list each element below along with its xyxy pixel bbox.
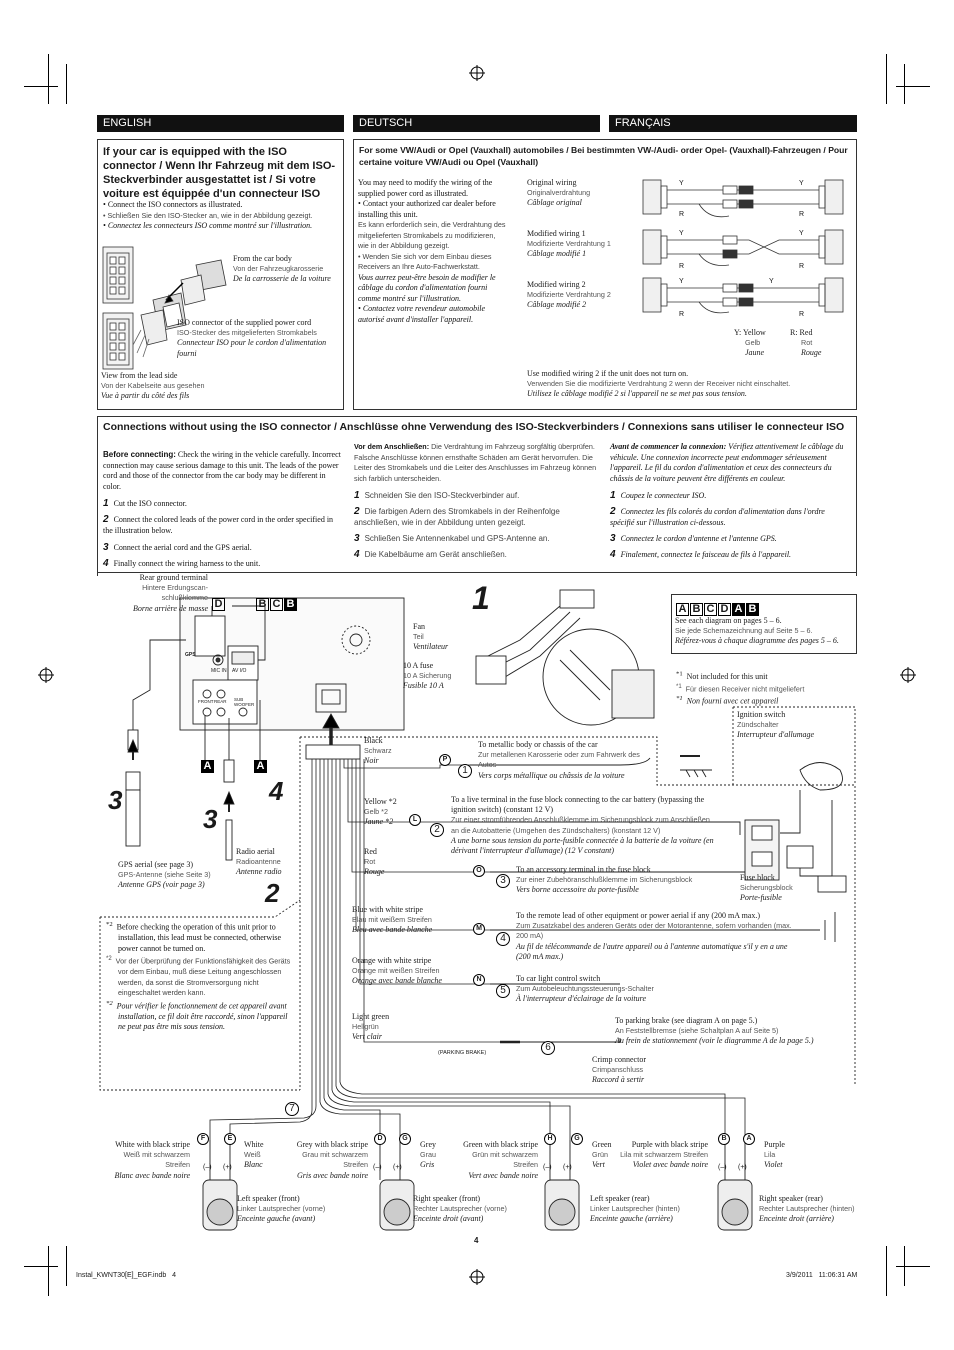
letter-a-left: A: [201, 756, 215, 774]
wire-number-6: 6: [541, 1041, 555, 1055]
lang-francais: FRANÇAIS: [609, 115, 857, 132]
note-1: $^{*1}$ Not included for this unit $^{*1}$ Für diesen Receiver nicht mitgeliefert $^{*1}$ Non fourni avec cet appareil: [676, 670, 805, 707]
page-number: 4: [474, 1236, 479, 1245]
diagram-letters: A B C D A B: [676, 599, 760, 617]
blue-white-destination-label: To the remote lead of other equipment or power aerial if any (200 mA max.) Zum Zusatzkabel des anderen Geräts oder der Motorantenne, sofern vorhanden (max. 200 mA) Au fil de télécommande de l'autre appareil ou à l'antenne automatique s'il y en a une (200 mA max.): [516, 911, 792, 961]
rf-minus: (–): [373, 1164, 382, 1171]
step-en-4: 4 Finally connect the wiring harness to the unit.: [103, 558, 261, 569]
wire-number-7: 7: [285, 1102, 299, 1116]
spk-letter-f: F: [197, 1133, 209, 1145]
diagram-reference-box: [671, 594, 857, 654]
spk-rf-solid-label: Grey Grau Gris: [420, 1140, 436, 1170]
step-fr-4: 4 Finalement, connectez le faisceau de fils à l'appareil.: [610, 549, 792, 560]
ignition-switch-label: Ignition switch Zündschalter Interrupteur d'allumage: [737, 710, 815, 740]
wire-number-2: 2: [430, 823, 444, 837]
av-port-label: AV I/O: [232, 668, 247, 674]
lr-minus: (–): [543, 1164, 552, 1171]
r-tag-right-2: R: [799, 263, 805, 270]
y-tag-left-1: Y: [679, 180, 684, 187]
wire-letter-l: L: [409, 814, 421, 826]
vw-en2: • Contact your authorized car dealer before installing this unit.: [358, 199, 496, 219]
before-connecting-de: Vor dem Anschließen: Die Verdrahtung im Fahrzeug sorgfältig überprüfen. Falsche Anschlüsse können ernsthafte Schäden am Gerät hervorrufen. Die Leiter des Stromkabels und die Leiter des Anschlusses im Fahrzeug können sich farblich unterscheiden.: [354, 442, 597, 483]
rear-port-label: REAR: [214, 699, 227, 704]
fuse-block-label: Fuse block Sicherungsblock Porte-fusible: [740, 873, 793, 903]
parking-brake-tag: (PARKING BRAKE): [438, 1050, 487, 1056]
spk-lf-solid-label: White Weiß Blanc: [244, 1140, 264, 1170]
y-tag-left-3: Y: [679, 278, 684, 285]
spk-letter-b: B: [718, 1133, 730, 1145]
letters-bcb: B C B: [256, 594, 298, 612]
letter-d-top: D: [212, 594, 226, 612]
before-connecting-fr: Avant de commencer la connexion: Vérifiez attentivement le câblage du véhicule. Une connexion incorrecte peut endommager sérieusement l'appareil. Le fil du cordon d'alimentation et ceux des connecteurs du châssis de la voiture peuvent être différents en couleur.: [610, 442, 844, 483]
original-wiring-label: Original wiring Originalverdrahtung Câblage original: [527, 178, 591, 208]
spk-letter-e: E: [224, 1133, 236, 1145]
big-number-2: 2: [265, 878, 280, 908]
y-tag-right-2: Y: [799, 230, 804, 237]
wire-light-green-label: Light green Hellgrün Vert clair: [352, 1012, 390, 1042]
left-rear-speaker-label: Left speaker (rear) Linker Lautsprecher (hinten) Enceinte gauche (arrière): [590, 1194, 680, 1224]
wire-number-1: 1: [458, 764, 472, 778]
wire-letter-o: O: [473, 865, 485, 877]
left-front-speaker-label: Left speaker (front) Linker Lautsprecher (vorne) Enceinte gauche (avant): [237, 1194, 326, 1224]
r-tag-right-1: R: [799, 211, 805, 218]
y-tag-left-2: Y: [679, 230, 684, 237]
lr-plus: (+): [563, 1164, 572, 1171]
spk-lf-stripe-label: White with black stripe Weiß mit schwarzem Streifen Blanc avec bande noire: [114, 1140, 190, 1180]
step-fr-3: 3 Connectez le cordon d'antenne et l'antenne GPS.: [610, 533, 777, 544]
step-fr-2: 2 Connectez les fils colorés du cordon d'alimentation dans l'ordre spécifié sur l'illustration ci-dessous.: [610, 506, 825, 527]
big-number-4: 4: [269, 776, 284, 806]
spk-lr-solid-label: Green Grün Vert: [592, 1140, 612, 1170]
spk-letter-d: D: [374, 1133, 386, 1145]
footer-date: 3/9/2011 11:06:31 AM: [786, 1272, 858, 1279]
rr-minus: (–): [718, 1164, 727, 1171]
orange-white-destination-label: To car light control switch Zum Autobeleuchtungssteuerungs-Schalter À l'interrupteur d'éclairage de la voiture: [516, 974, 654, 1004]
wire-red-label: Red Rot Rouge: [364, 847, 385, 877]
right-front-speaker-label: Right speaker (front) Rechter Lautsprecher (vorne) Enceinte droit (avant): [413, 1194, 507, 1224]
vw-de1: Es kann erforderlich sein, die Verdrahtung des mitgelieferten Stromkabels zu modifizieren, wie in der Abbildung gezeigt.: [358, 220, 506, 250]
rf-plus: (+): [393, 1164, 402, 1171]
yellow-legend: Y: Yellow Gelb Jaune: [734, 328, 766, 358]
connections-title: Connections without using the ISO connector / Anschlüsse ohne Verwendung des ISO-Steckverbinders / Connexions sans utiliser le connecteur ISO: [103, 421, 845, 433]
vw-fr1: Vous aurrez peut-être besoin de modifier le câblage du cordon d'alimentation fourni comme montré sur l'illustration.: [358, 272, 496, 303]
wire-blue-white-label: Blue with white stripe Blau mit weißem Streifen Bleu avec bande blanche: [352, 905, 433, 935]
crimp-connector-label: Crimp connector Crimpanschluss Raccord à sertir: [592, 1055, 646, 1085]
black-destination-label: To metallic body or chassis of the car Zur metallenen Karosserie oder zum Fahrwerk des Autos Vers corps métallique ou châssis de la voiture: [478, 740, 640, 780]
wire-number-5: 5: [496, 984, 510, 998]
gps-port-label: GPS: [185, 652, 196, 658]
step-de-3: 3 Schließen Sie Antennenkabel und GPS-Antenne an.: [354, 533, 550, 544]
footer-file: Instal_KWNT30[E]_EGF.indb 4: [76, 1272, 176, 1279]
yellow-destination-label: To a live terminal in the fuse block connecting to the car battery (bypassing the ignition switch) (constant 12 V) Zur einer stromführenden Anschlußklemme im Sicherungsblock zum Anschließen an die Autobatterie (Umgehen des Zündschalters) (konstant 12 V) A une borne sous tension du porte-fusible connectée à la batterie de la voiture (en dérivant l'interrupteur d'allumage) (12 V constant): [451, 795, 714, 856]
vw-title: For some VW/Audi or Opel (Vauxhall) automobiles / Bei bestimmten VW-/Audi- order Opel- (Vauxhall)-Fahrzeugen / Pour certaine voiture VW/Audi ou Opel (Vauxhall): [359, 145, 848, 167]
light-green-destination-label: To parking brake (see diagram A on page 5.) An Feststellbremse (siehe Schaltplan A auf Seite 5) Au frein de stationnement (voir le diagramme A de la page 5.): [615, 1016, 814, 1046]
wire-yellow-label: Yellow *2 Gelb *2 Jaune *2: [364, 797, 397, 827]
lang-english: ENGLISH: [97, 115, 344, 132]
see-diagram-label: See each diagram on pages 5 – 6. Sie jede Schemazeichnung auf Seite 5 – 6. Référez-vous à chaque diagramme des pages 5 – 6.: [675, 616, 839, 646]
subwoofer-port-label: SUB WOOFER: [234, 697, 255, 707]
wire-letter-m: M: [473, 923, 485, 935]
lead-side-label: View from the lead side Von der Kabelseite aus gesehen Vue à partir du côté des fils: [101, 371, 205, 401]
step-fr-1: 1 Coupez le connecteur ISO.: [610, 490, 707, 501]
spk-letter-g: G: [399, 1133, 411, 1145]
r-tag-left-3: R: [679, 311, 685, 318]
before-connecting-en: Before connecting: Check the wiring in the vehicle carefully. Incorrect connection may cause serious damage to this unit. The leads of the power cord and those of the connector from the car body may be different in color.: [103, 450, 341, 491]
iso-bullet-de: • Schließen Sie den ISO-Stecker an, wie in der Abbildung gezeigt.: [103, 210, 313, 220]
gps-aerial-label: GPS aerial (see page 3) GPS-Antenne (siehe Seite 3) Antenne GPS (voir page 3): [118, 860, 211, 890]
r-tag-right-3: R: [799, 311, 805, 318]
fuse-10a-label: 10 A fuse 10 A Sicherung Fusible 10 A: [403, 661, 452, 691]
wire-letter-p: P: [439, 754, 451, 766]
rr-plus: (+): [738, 1164, 747, 1171]
iso-connector-supplied-label: ISO connector of the supplied power cord ISO-Stecker des mitgelieferten Stromkabels Connecteur ISO pour le cordon d'alimentation fourni: [177, 318, 327, 358]
spk-rr-solid-label: Purple Lila Violet: [764, 1140, 785, 1170]
step-de-4: 4 Die Kabelbäume am Gerät anschließen.: [354, 549, 507, 560]
red-destination-label: To an accessory terminal in the fuse block Zur einer Zubehöranschlußklemme im Sicherungsblock Vers borne accessoire du porte-fusible: [516, 865, 693, 895]
y-tag-right-3: Y: [769, 278, 774, 285]
letter-a-right: A: [254, 756, 268, 774]
big-number-3a: 3: [108, 785, 123, 815]
note-2: $^{*2}$ Before checking the operation of this unit prior to installation, this lead must be connected, otherwise power cannot be turned on. $^{*2}$ Vor der Überprüfung der Funktionsfähigkeit des Geräts vor dem Einbau, muß diese Leitung angeschlossen werden, da sonst die Stromversorgung nicht eingeschaltet werden kann. $^{*2}$ Pour vérifier le fonctionnement de cet appareil avant installation, ce fil doit être raccordé, sinon l'appareil ne peut pas être mis sous tension.: [106, 921, 291, 1032]
spk-letter-h: H: [544, 1133, 556, 1145]
red-legend: R: Red Rot Rouge: [790, 328, 822, 358]
spk-letter-g2: G: [571, 1133, 583, 1145]
right-rear-speaker-label: Right speaker (rear) Rechter Lautsprecher (hinten) Enceinte droit (arrière): [759, 1194, 855, 1224]
big-number-3b: 3: [203, 804, 218, 834]
radio-aerial-label: Radio aerial Radioantenne Antenne radio: [236, 847, 282, 877]
use-modified-note: Use modified wiring 2 if the unit does not turn on. Verwenden Sie die modifizierte Verdrahtung 2 wenn der Receiver nicht einschaltet. Utilisez le câblage modifié 2 si l'appareil ne se met pas sous tension.: [527, 369, 791, 399]
big-number-1: 1: [472, 580, 490, 616]
spk-rf-stripe-label: Grey with black stripe Grau mit schwarzem Streifen Gris avec bande noire: [296, 1140, 368, 1180]
mic-port-label: MIC IN: [211, 668, 227, 674]
wire-black-label: Black Schwarz Noir: [364, 736, 392, 766]
wire-letter-n: N: [473, 974, 485, 986]
step-en-2: 2 Connect the colored leads of the power cord in the order specified in the illustration below.: [103, 514, 334, 535]
iso-title: If your car is equipped with the ISO connector / Wenn Ihr Fahrzeug mit dem ISO-Steckverbinder ausgestattet ist / Si votre voiture est équippée d'un connecteur ISO: [103, 146, 336, 200]
spk-letter-a: A: [743, 1133, 755, 1145]
modified-wiring-1-label: Modified wiring 1 Modifizierte Verdrahtung 1 Câblage modifié 1: [527, 229, 611, 259]
lf-plus: (+): [223, 1164, 232, 1171]
r-tag-left-2: R: [679, 263, 685, 270]
wire-number-4: 4: [496, 932, 510, 946]
wire-orange-white-label: Orange with white stripe Orange mit weißen Streifen Orange avec bande blanche: [352, 956, 442, 986]
step-en-3: 3 Connect the aerial cord and the GPS aerial.: [103, 542, 252, 553]
lang-deutsch: DEUTSCH: [353, 115, 600, 132]
from-car-body-label: From the car body Von der Fahrzeugkarosserie De la carrosserie de la voiture: [233, 254, 331, 284]
lf-minus: (–): [203, 1164, 212, 1171]
vw-de2: • Wenden Sie sich vor dem Einbau dieses Receivers an Ihre Auto-Fachwerkstatt.: [358, 251, 492, 271]
modified-wiring-2-label: Modified wiring 2 Modifizierte Verdrahtung 2 Câblage modifié 2: [527, 280, 611, 310]
fan-label: Fan Teil Ventilateur: [413, 622, 449, 652]
wire-number-3: 3: [496, 874, 510, 888]
step-de-2: 2 Die farbigen Adern des Stromkabels in der Reihenfolge anschließen, wie in der Abbildung unten gezeigt.: [354, 506, 560, 527]
y-tag-right-1: Y: [799, 180, 804, 187]
step-de-1: 1 Schneiden Sie den ISO-Steckverbinder auf.: [354, 490, 520, 501]
spk-rr-stripe-label: Purple with black stripe Lila mit schwarzem Streifen Violet avec bande noire: [620, 1140, 708, 1170]
vw-en1: You may need to modify the wiring of the supplied power cord as illustrated.: [358, 178, 493, 198]
vw-fr2: • Contactez votre revendeur automobile autorisé avant d'installer l'appareil.: [358, 304, 486, 324]
step-en-1: 1 Cut the ISO connector.: [103, 498, 187, 509]
rear-ground-terminal-label: Rear ground terminal Hintere Erdungscan-schlußklemme Borne arrière de masse: [132, 573, 208, 613]
iso-bullet-fr: • Connectez les connecteurs ISO comme montré sur l'illustration.: [103, 221, 313, 230]
spk-lr-stripe-label: Green with black stripe Grün mit schwarzem Streifen Vert avec bande noire: [463, 1140, 538, 1180]
r-tag-left-1: R: [679, 211, 685, 218]
iso-bullet-en: • Connect the ISO connectors as illustrated.: [103, 200, 243, 209]
front-port-label: FRONT: [198, 699, 214, 704]
